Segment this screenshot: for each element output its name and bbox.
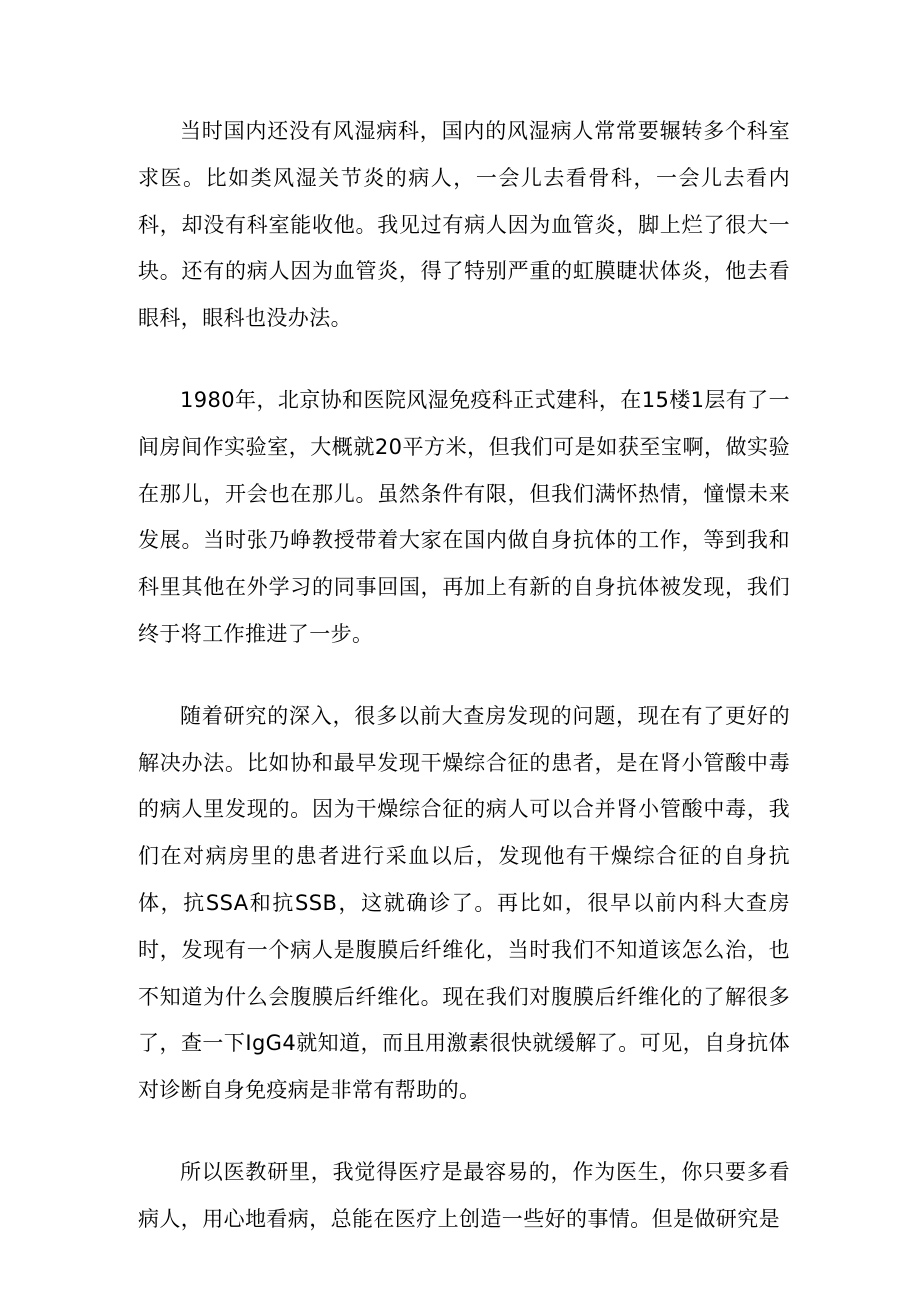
- paragraph-2: 1980年，北京协和医院风湿免疫科正式建科，在15楼1层有了一间房间作实验室，大概就20平方米，但我们可是如获至宝啊，做实验在那儿，开会也在那儿。虽然条件有限，但我们满怀热情，憧憬未来发展。当时张乃峥教授带着大家在国内做自身抗体的工作，等到我和科里其他在外学习的同事回国，再加上有新的自身抗体被发现，我们终于将工作推进了一步。: [138, 387, 790, 646]
- paragraph-1: 当时国内还没有风湿病科，国内的风湿病人常常要辗转多个科室求医。比如类风湿关节炎的病人，一会儿去看骨科，一会儿去看内科，却没有科室能收他。我见过有病人因为血管炎，脚上烂了很大一块。还有的病人因为血管炎，得了特别严重的虹膜睫状体炎，他去看眼科，眼科也没办法。: [138, 119, 790, 331]
- document-body: [138, 108, 790, 1278]
- paragraph-3: 随着研究的深入，很多以前大查房发现的问题，现在有了更好的解决办法。比如协和最早发现干燥综合征的患者，是在肾小管酸中毒的病人里发现的。因为干燥综合征的病人可以合并肾小管酸中毒，我们在对病房里的患者进行采血以后，发现他有干燥综合征的自身抗体，抗SSA和抗SSB，这就确诊了。再比如，很早以前内科大查房时，发现有一个病人是腹膜后纤维化，当时我们不知道该怎么治，也不知道为什么会腹膜后纤维化。现在我们对腹膜后纤维化的了解很多了，查一下IgG4就知道，而且用激素很快就缓解了。可见，自身抗体对诊断自身免疫病是非常有帮助的。: [138, 703, 790, 1103]
- paragraph-4: 所以医教研里，我觉得医疗是最容易的，作为医生，你只要多看病人，用心地看病，总能在医疗上创造一些好的事情。但是做研究是: [138, 1159, 790, 1231]
